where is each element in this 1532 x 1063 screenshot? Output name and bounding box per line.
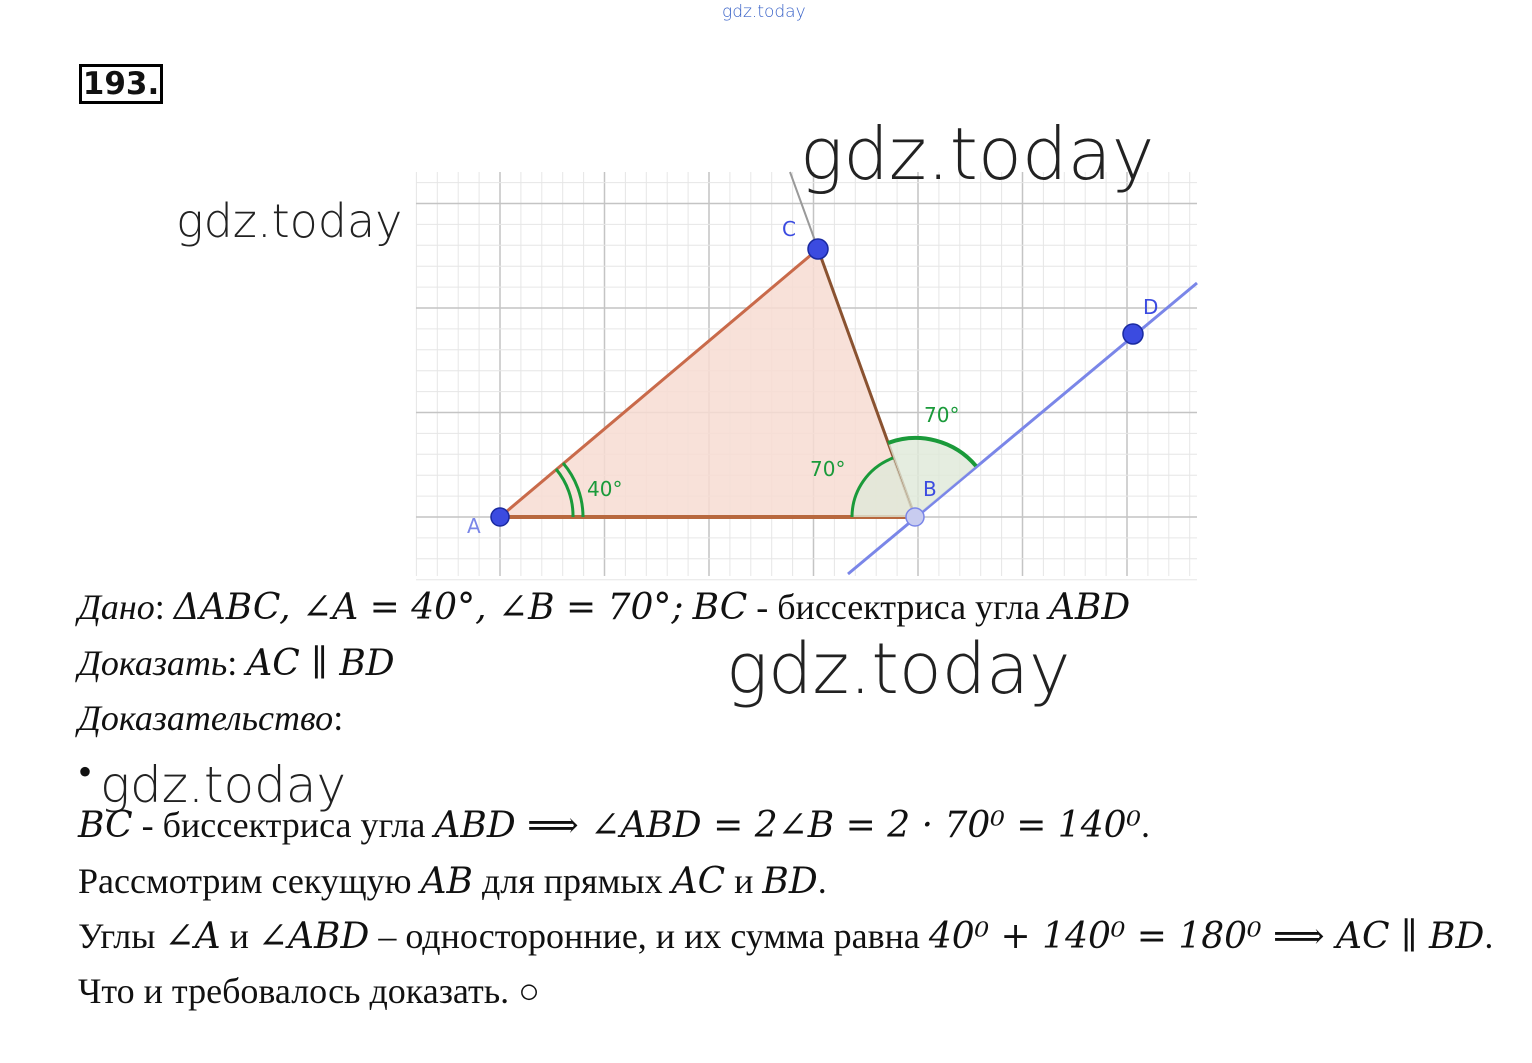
l1-expr: ABD ⟹ ∠ABD = 2∠B = 2 · 70⁰ = 140⁰: [434, 805, 1141, 846]
given-expr-bc: BC: [692, 587, 748, 628]
given-colon: :: [154, 587, 174, 627]
given-label: Дано: [78, 587, 155, 627]
given-text: - биссектриса угла: [747, 587, 1049, 627]
label-c: C: [782, 217, 796, 241]
l3-angle-a: ∠A: [164, 916, 221, 957]
l3-expr: 40⁰ + 140⁰ = 180⁰ ⟹ AC ∥ BD: [928, 916, 1485, 957]
prove-line: [78, 642, 395, 684]
l3-angle-abd: ∠ABD: [257, 916, 370, 957]
proof-line-3: [78, 915, 1493, 957]
l3-text-a: Углы: [78, 916, 165, 956]
label-a: A: [467, 514, 481, 538]
qed-mark: ○: [509, 971, 540, 1011]
label-angle-abc: 70°: [810, 457, 846, 481]
watermark-large-top: gdz.today: [800, 112, 1155, 196]
prove-label: Доказать: [78, 643, 228, 683]
given-line: [78, 586, 1130, 628]
bullet-icon: •: [78, 749, 93, 794]
label-d: D: [1143, 295, 1159, 319]
l1-bc: BC: [78, 805, 133, 846]
task-number: 193.: [79, 64, 163, 104]
l3-text-c: – односторонние, и их сумма равна: [369, 916, 929, 956]
proof-line-2: [78, 860, 827, 902]
proof-label: Доказательство: [78, 698, 334, 738]
l2-text-a: Рассмотрим секущую: [78, 861, 421, 901]
l2-end: .: [817, 861, 827, 901]
point-d: [1123, 324, 1143, 344]
proof-line-4: [78, 970, 540, 1012]
l2-text-c: и: [725, 861, 763, 901]
l2-bd: BD: [762, 861, 818, 902]
point-b: [906, 508, 924, 526]
watermark-bullet: gdz.today: [100, 756, 347, 814]
l1-text: - биссектриса угла: [132, 805, 435, 845]
l2-text-b: для прямых: [472, 861, 672, 901]
l4-text: Что и требовалось доказать.: [78, 971, 510, 1011]
l2-ac: AC: [671, 861, 726, 902]
l3-end: .: [1484, 916, 1494, 956]
label-b: B: [923, 477, 937, 501]
prove-colon: :: [227, 643, 247, 683]
point-c: [808, 239, 828, 259]
label-angle-a: 40°: [587, 477, 623, 501]
l2-ab: AB: [420, 861, 473, 902]
watermark-top: gdz.today: [722, 2, 806, 22]
given-expr-triangle: ΔABC, ∠A = 40°, ∠B = 70°;: [173, 587, 684, 628]
l3-text-b: и: [220, 916, 258, 956]
proof-line-1: [78, 804, 1150, 846]
label-angle-cbd: 70°: [924, 403, 960, 427]
proof-heading: [78, 697, 343, 739]
point-a: [491, 508, 509, 526]
watermark-middle: gdz.today: [726, 628, 1071, 710]
watermark-left: gdz.today: [176, 194, 403, 248]
l1-end: .: [1140, 805, 1150, 845]
given-expr-abd: ABD: [1048, 587, 1131, 628]
proof-colon: :: [333, 698, 344, 738]
prove-expr: AC ∥ BD: [246, 643, 395, 684]
